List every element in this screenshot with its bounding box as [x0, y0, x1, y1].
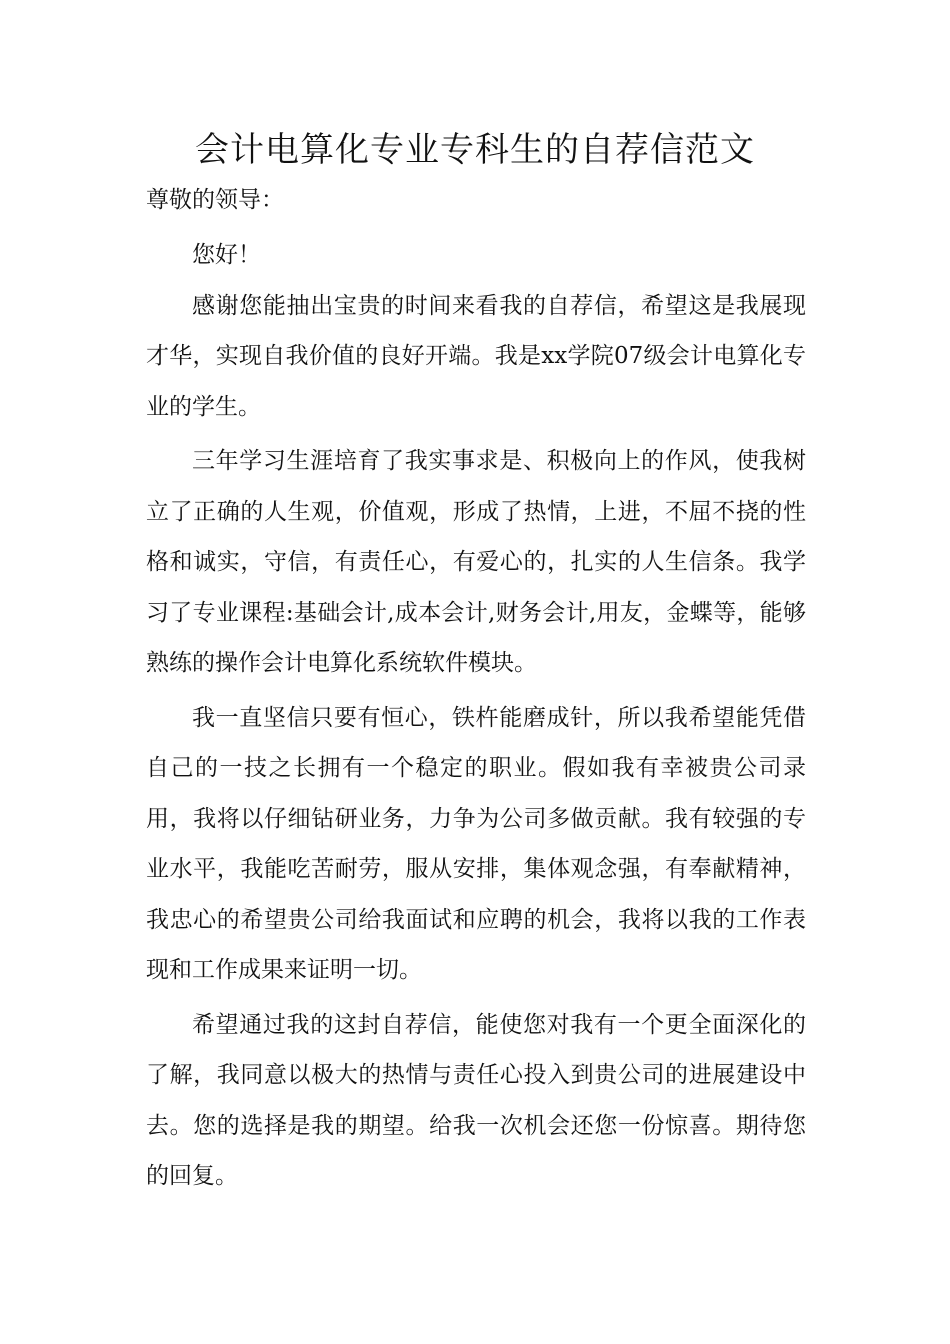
letter-body [146, 230, 806, 1206]
paragraph-2: 三年学习生涯培育了我实事求是、积极向上的作风，使我树立了正确的人生观，价值观，形成了热情，上进，不屈不挠的性格和诚实，守信，有责任心，有爱心的，扎实的人生信条。我学习了专业课程:基础会计,成本会计,财务会计,用友，金蝶等，能够熟练的操作会计电算化系统软件模块。 [146, 448, 806, 676]
greeting: 您好！ [192, 242, 261, 268]
salutation: 尊敬的领导： [146, 187, 284, 213]
paragraph-3: 我一直坚信只要有恒心，铁杵能磨成针，所以我希望能凭借自己的一技之长拥有一个稳定的职业。假如我有幸被贵公司录用，我将以仔细钻研业务，力争为公司多做贡献。我有较强的专业水平，我能吃苦耐劳，服从安排，集体观念强，有奉献精神，我忠心的希望贵公司给我面试和应聘的机会，我将以我的工作表现和工作成果来证明一切。 [146, 704, 806, 983]
paragraph-1: 感谢您能抽出宝贵的时间来看我的自荐信，希望这是我展现才华，实现自我价值的良好开端。我是xx学院07级会计电算化专业的学生。 [146, 292, 806, 420]
document-title: 会计电算化专业专科生的自荐信范文 [195, 130, 755, 170]
paragraph-4: 希望通过我的这封自荐信，能使您对我有一个更全面深化的了解，我同意以极大的热情与责任心投入到贵公司的进展建设中去。您的选择是我的期望。给我一次机会还您一份惊喜。期待您的回复。 [146, 1011, 806, 1189]
